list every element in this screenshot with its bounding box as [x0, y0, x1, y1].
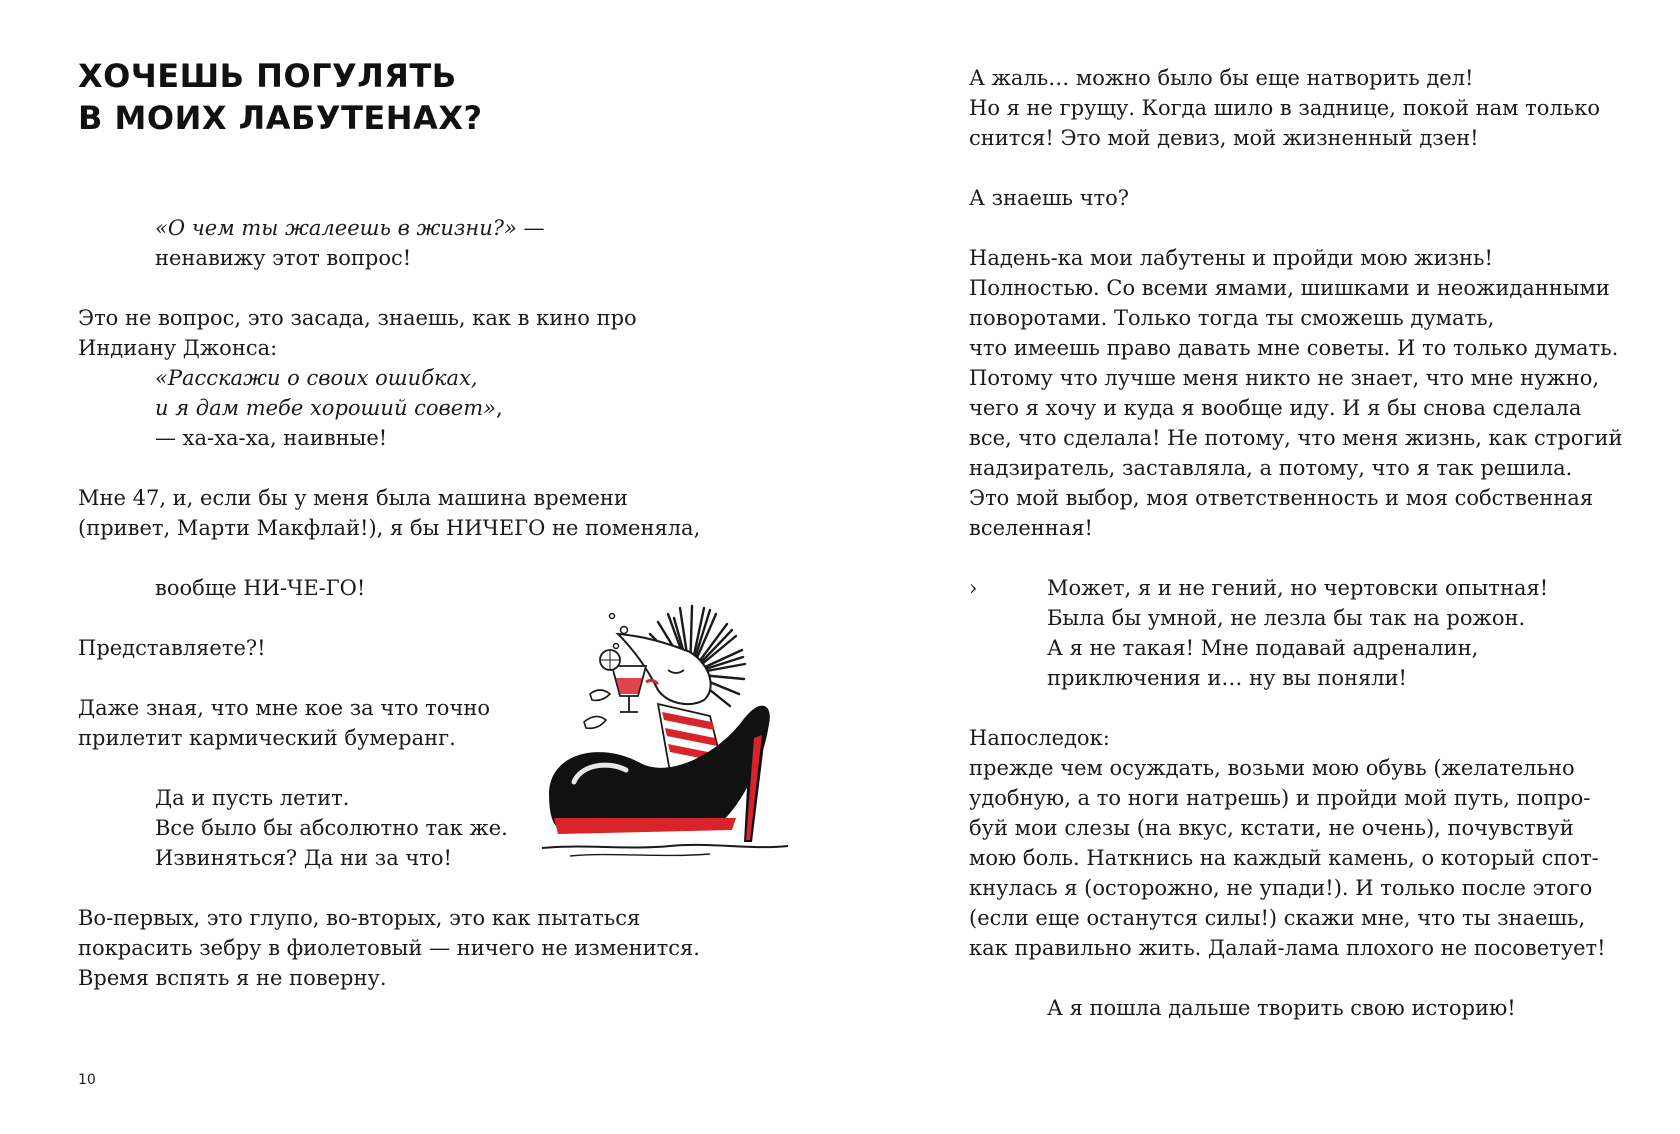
paragraph-you-know-what — [969, 183, 1129, 213]
text-line: кнулась я (осторожно, не упади!). И только после этого — [969, 876, 1593, 900]
text-line: Все было бы абсолютно так же. — [155, 816, 508, 840]
paragraph-ambush — [78, 303, 637, 363]
text-line: покрасить зебру в фиолетовый — ничего не изменится. — [78, 936, 700, 960]
paragraph-imagine — [78, 633, 266, 663]
text-line: Потому что лучше меня никто не знает, что мне нужно, — [969, 366, 1600, 390]
text-line: Может, я и не гений, но чертовски опытная! — [1047, 576, 1549, 600]
text-line: снится! Это мой девиз, мой жизненный дзен! — [969, 126, 1479, 150]
paragraph-finally — [969, 723, 1606, 963]
title-line: В МОИХ ЛАБУТЕНАХ? — [78, 99, 483, 137]
text-line: Да и пусть летит. — [155, 786, 350, 810]
text-line: Даже зная, что мне кое за что точно — [78, 696, 490, 720]
paragraph-closing — [1047, 993, 1516, 1023]
page-number: 10 — [78, 1072, 96, 1088]
text-line: (если еще останутся силы!) скажи мне, что ты знаешь, — [969, 906, 1586, 930]
paragraph-advice-quote — [155, 363, 503, 453]
text-fragment: — — [516, 216, 545, 240]
text-line: приключения и… ну вы поняли! — [1047, 666, 1407, 690]
text-line: как правильно жить. Далай-лама плохого не посоветует! — [969, 936, 1606, 960]
right-page — [840, 0, 1680, 1134]
text-line: ненавижу этот вопрос! — [155, 246, 412, 270]
text-line: Надень-ка мои лабутены и пройди мою жизнь! — [969, 246, 1493, 270]
text-line: А жаль… можно было бы еще натворить дел! — [969, 66, 1474, 90]
text-line: надзиратель, заставляла, а потому, что я так решила. — [969, 456, 1573, 480]
paragraph-boomerang — [78, 693, 490, 753]
text-line — [155, 393, 503, 423]
text-line: Была бы умной, не лезла бы так на рожон. — [1047, 606, 1526, 630]
text-line: А знаешь что? — [969, 186, 1130, 210]
text-line: вообще НИ-ЧЕ-ГО! — [155, 576, 366, 600]
title-line: ХОЧЕШЬ ПОГУЛЯТЬ — [78, 57, 457, 95]
text-line: Но я не грущу. Когда шило в заднице, покой нам только — [969, 96, 1600, 120]
paragraph-experienced — [1047, 573, 1548, 693]
italic-quote: «О чем ты жалеешь в жизни?» — [155, 216, 517, 240]
text-line: что имеешь право давать мне советы. И то только думать. — [969, 336, 1619, 360]
text-line: Напоследок: — [969, 726, 1110, 750]
text-line: вселенная! — [969, 516, 1093, 540]
text-line: чего я хочу и куда я вообще иду. И я бы снова сделала — [969, 396, 1582, 420]
text-line: Это не вопрос, это засада, знаешь, как в кино про — [78, 306, 637, 330]
text-line: все, что сделала! Не потому, что меня жизнь, как строгий — [969, 426, 1623, 450]
text-line: мою боль. Наткнись на каждый камень, о который спот- — [969, 846, 1599, 870]
text-line: удобную, а то ноги натрешь) и пройди мой путь, попро- — [969, 786, 1591, 810]
text-line — [155, 213, 545, 243]
text-line: А я не такая! Мне подавай адреналин, — [1047, 636, 1479, 660]
text-line: прилетит кармический бумеранг. — [78, 726, 456, 750]
text-line: А я пошла дальше творить свою историю! — [1047, 996, 1516, 1020]
paragraph-nothing — [155, 573, 365, 603]
paragraph-let-it-fly — [155, 783, 508, 873]
text-line: Полностью. Со всеми ямами, шишками и неожиданными — [969, 276, 1610, 300]
text-line: Это мой выбор, моя ответственность и моя собственная — [969, 486, 1594, 510]
text-line: буй мои слезы (на вкус, кстати, не очень), почувствуй — [969, 816, 1574, 840]
text-line: — ха-ха-ха, наивные! — [155, 426, 388, 450]
text-line: Мне 47, и, если бы у меня была машина времени — [78, 486, 628, 510]
italic-quote: и я дам тебе хороший совет» — [155, 396, 496, 420]
text-line: Извиняться? Да ни за что! — [155, 846, 452, 870]
paragraph-question — [155, 213, 545, 273]
text-line: Во-первых, это глупо, во-вторых, это как пытаться — [78, 906, 641, 930]
bullet-marker: › — [969, 576, 978, 600]
paragraph-zebra — [78, 903, 700, 993]
text-fragment: , — [495, 396, 503, 420]
text-line: Время вспять я не поверну. — [78, 966, 387, 990]
paragraph-wear-my-shoes — [969, 243, 1622, 543]
paragraph-regret — [969, 63, 1600, 153]
text-line: (привет, Марти Макфлай!), я бы НИЧЕГО не поменяла, — [78, 516, 701, 540]
chapter-title — [78, 55, 483, 139]
shoe-woman-illustration — [540, 604, 790, 874]
text-line: поворотами. Только тогда ты сможешь думать, — [969, 306, 1495, 330]
italic-quote-line: «Расскажи о своих ошибках, — [155, 366, 478, 390]
paragraph-time-machine — [78, 483, 700, 543]
text-line: Индиану Джонса: — [78, 336, 278, 360]
text-line: Представляете?! — [78, 636, 266, 660]
text-line: прежде чем осуждать, возьми мою обувь (желательно — [969, 756, 1575, 780]
